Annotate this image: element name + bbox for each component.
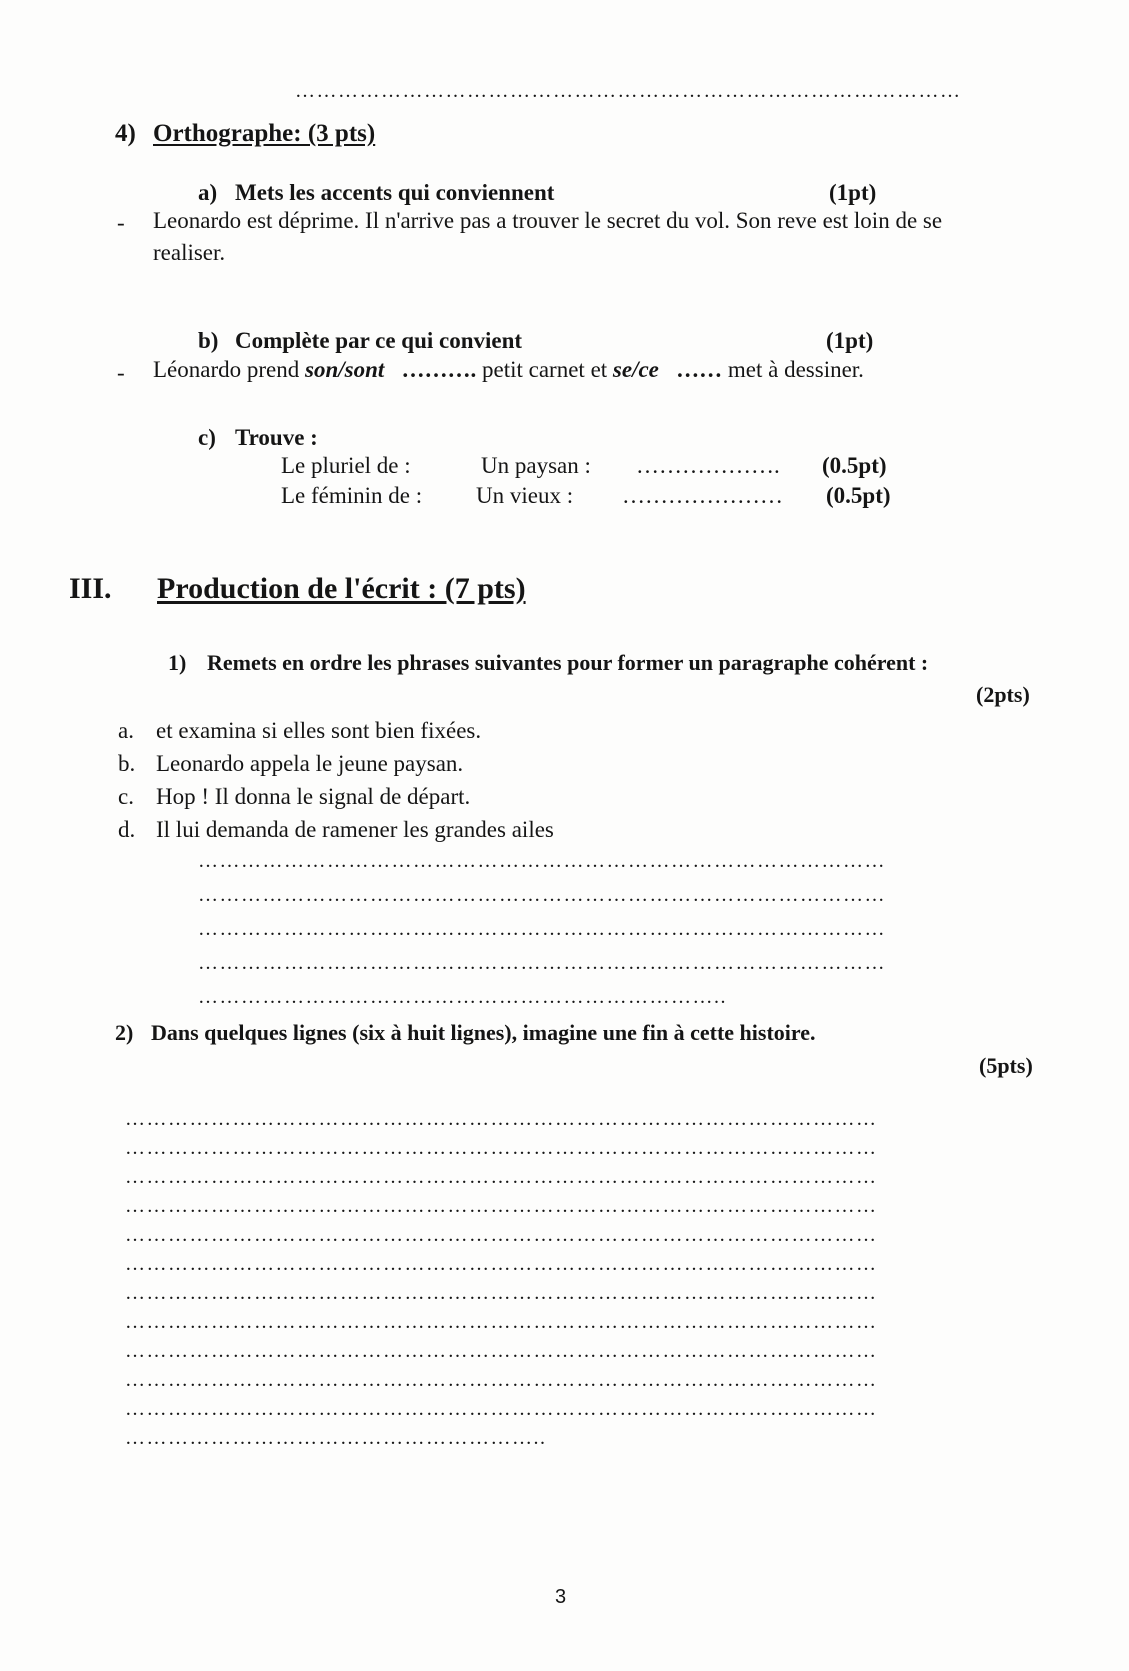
sentence-text: Leonardo appela le jeune paysan.: [156, 751, 464, 776]
pluriel-blank[interactable]: ……………….: [636, 453, 780, 478]
section-orthographe-title: Orthographe: (3 pts): [153, 120, 376, 147]
question-a-dash: -: [117, 210, 125, 235]
q1-label: 1): [168, 650, 187, 675]
section-production-title: Production de l'écrit : (7 pts): [157, 572, 526, 605]
pluriel-points: (0.5pt): [822, 453, 887, 478]
question-a-label: a): [198, 180, 218, 205]
question-a-instruction: Mets les accents qui conviennent: [235, 180, 555, 205]
question-b-blank2[interactable]: ……: [676, 357, 723, 382]
section-4-number: 4): [115, 120, 136, 147]
q1-answer-line[interactable]: ……………………………………………………………………………………: [198, 884, 886, 906]
q1-instruction: Remets en ordre les phrases suivantes pour former un paragraphe cohérent :: [207, 650, 929, 675]
q2-answer-line[interactable]: ……………………………………………………………………………………………: [125, 1108, 878, 1130]
question-b-choice2: se/ce: [612, 357, 659, 382]
q2-answer-line[interactable]: ……………………………………………………………………………………………: [125, 1369, 878, 1391]
question-c-label: c): [198, 425, 216, 450]
question-b-choice1: son/sont: [305, 357, 385, 382]
sentence-letter: a.: [118, 718, 134, 743]
sentence-letter: b.: [118, 751, 136, 776]
q2-answer-line[interactable]: ……………………………………………………………………………………………: [125, 1166, 878, 1188]
question-c-instruction: Trouve :: [235, 425, 318, 450]
q2-answer-line[interactable]: ……………………………………………………………………………………………: [125, 1398, 878, 1420]
q1-answer-line[interactable]: ……………………………………………………………………………………: [198, 952, 886, 974]
question-a-text-line2: realiser.: [153, 240, 226, 265]
page-number: 3: [555, 1586, 567, 1608]
question-b-part3: met à dessiner.: [722, 357, 864, 382]
q2-label: 2): [115, 1020, 134, 1045]
q2-answer-line[interactable]: ……………………………………………………………………………………………: [125, 1340, 878, 1362]
q2-answer-line[interactable]: ……………………………………………………………………………………………: [125, 1253, 878, 1275]
pluriel-word: Un paysan :: [481, 453, 591, 478]
q1-points: (2pts): [976, 682, 1030, 707]
q2-answer-line[interactable]: ……………………………………………………………………………………………: [125, 1224, 878, 1246]
q1-answer-line[interactable]: ……………………………………………………………………………………: [198, 918, 886, 940]
q1-answer-line[interactable]: ………………………………………………………………..: [198, 986, 727, 1008]
q2-answer-line[interactable]: ……………………………………………………………………………………………: [125, 1282, 878, 1304]
sentence-text: et examina si elles sont bien fixées.: [156, 718, 482, 743]
q2-answer-line[interactable]: ……………………………………………………………………………………………: [125, 1311, 878, 1333]
question-b-points: (1pt): [826, 328, 874, 353]
sentence-text: Il lui demanda de ramener les grandes ailes: [156, 817, 554, 842]
question-b-instruction: Complète par ce qui convient: [235, 328, 523, 353]
q2-answer-line[interactable]: …………………………………………………..: [125, 1427, 547, 1449]
question-b-label: b): [198, 328, 219, 353]
q2-answer-line[interactable]: ……………………………………………………………………………………………: [125, 1195, 878, 1217]
section-iii-number: III.: [69, 572, 112, 605]
question-b-blank1[interactable]: ……….: [401, 357, 477, 382]
feminin-word: Un vieux :: [476, 483, 574, 508]
sentence-letter: d.: [118, 817, 136, 842]
pluriel-label: Le pluriel de :: [281, 453, 411, 478]
question-a-points: (1pt): [829, 180, 877, 205]
question-a-text-line1: Leonardo est déprime. Il n'arrive pas a trouver le secret du vol. Son reve est loin de se: [153, 208, 943, 233]
q2-answer-line[interactable]: ……………………………………………………………………………………………: [125, 1137, 878, 1159]
question-b-part2: petit carnet et: [476, 357, 613, 382]
question-b-dash: -: [117, 360, 125, 385]
sentence-text: Hop ! Il donna le signal de départ.: [156, 784, 471, 809]
feminin-label: Le féminin de :: [281, 483, 423, 508]
question-b-part1: Léonardo prend: [153, 357, 305, 382]
q1-answer-line[interactable]: ……………………………………………………………………………………: [198, 850, 886, 872]
feminin-blank[interactable]: …………………: [622, 483, 783, 508]
sentence-letter: c.: [118, 784, 134, 809]
q2-instruction: Dans quelques lignes (six à huit lignes), imagine une fin à cette histoire.: [151, 1020, 816, 1045]
feminin-points: (0.5pt): [826, 483, 891, 508]
answer-line-top[interactable]: …………………………………………………………………………………: [295, 80, 962, 102]
question-b-sentence: [153, 357, 864, 383]
q2-points: (5pts): [979, 1053, 1033, 1078]
